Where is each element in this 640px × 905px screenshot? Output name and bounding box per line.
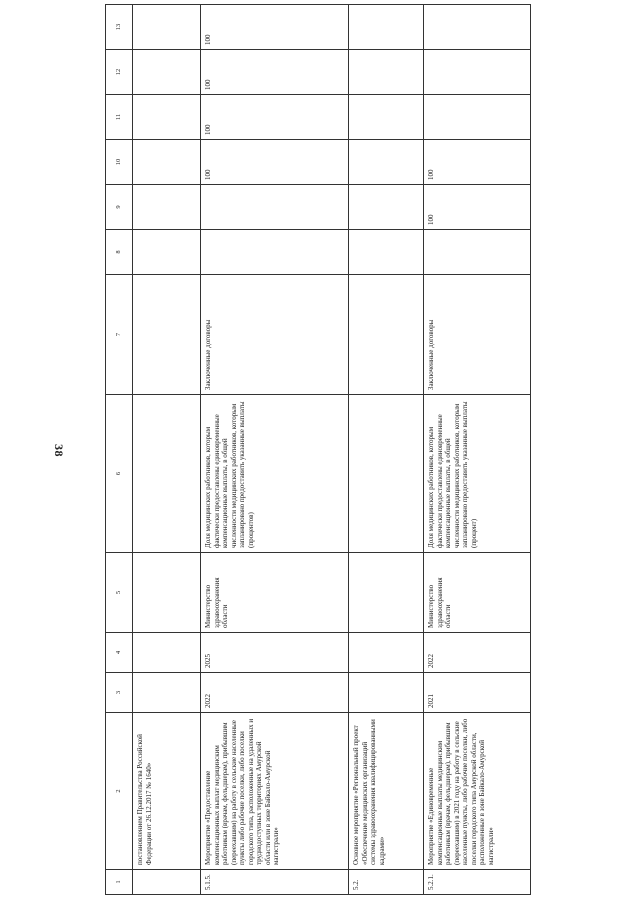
column-header: 4 xyxy=(106,633,133,673)
measure-name: Основное мероприятие «Региональный проект «Обеспечение медицинских организаций системы здравоохранения квалифицированными кадрами» xyxy=(349,713,424,870)
value-cell xyxy=(133,95,201,140)
responsible xyxy=(349,553,424,633)
row-number: 5.2.1. xyxy=(424,870,531,895)
value-cell: 100 xyxy=(424,140,531,185)
indicator xyxy=(133,395,201,553)
column-header: 9 xyxy=(106,185,133,230)
row-number: 5.1.5. xyxy=(201,870,349,895)
value-cell xyxy=(349,140,424,185)
program-table xyxy=(105,4,531,895)
value-cell: 100 xyxy=(201,5,349,50)
column-header: 7 xyxy=(106,275,133,395)
result xyxy=(349,275,424,395)
value-cell xyxy=(424,230,531,275)
responsible: Министерство здравоохранения области xyxy=(201,553,349,633)
value-cell: 100 xyxy=(201,95,349,140)
row-number: 5.2. xyxy=(349,870,424,895)
value-cell xyxy=(133,5,201,50)
value-cell xyxy=(424,5,531,50)
responsible: Министерство здравоохранения области xyxy=(424,553,531,633)
value-cell: 100 xyxy=(201,140,349,185)
value-cell: 100 xyxy=(424,185,531,230)
page-number: 38 xyxy=(52,444,66,457)
end-year xyxy=(349,633,424,673)
start-year: 2022 xyxy=(201,673,349,713)
result xyxy=(133,275,201,395)
column-header: 8 xyxy=(106,230,133,275)
indicator: Доля медицинских работников, которым фактически предоставлены единовременные компенсационные выплаты, в общей численности медицинских работников, которым запланировано предоставить указанные выплаты (процент) xyxy=(424,395,531,553)
column-header: 13 xyxy=(106,5,133,50)
result: Заключенные договоры xyxy=(424,275,531,395)
column-header: 12 xyxy=(106,50,133,95)
indicator: Доля медицинских работников, которым фактически предоставлены единовременные компенсационные выплаты, в общей численности медицинских работников, которым запланировано предоставить указанные выплаты (процентов) xyxy=(201,395,349,553)
end-year: 2022 xyxy=(424,633,531,673)
start-year xyxy=(133,673,201,713)
value-cell xyxy=(201,185,349,230)
result: Заключенные договоры xyxy=(201,275,349,395)
table-rotated-container xyxy=(105,23,530,895)
start-year: 2021 xyxy=(424,673,531,713)
value-cell xyxy=(133,230,201,275)
value-cell xyxy=(133,185,201,230)
value-cell xyxy=(349,185,424,230)
column-header: 10 xyxy=(106,140,133,185)
end-year xyxy=(133,633,201,673)
value-cell xyxy=(424,95,531,140)
column-header: 1 xyxy=(106,870,133,895)
table-row xyxy=(349,5,424,895)
column-header: 11 xyxy=(106,95,133,140)
table-row xyxy=(424,5,531,895)
measure-name: постановлением Правительства Российской Федерации от 26.12.2017 № 1640» xyxy=(133,713,201,870)
responsible xyxy=(133,553,201,633)
value-cell xyxy=(349,5,424,50)
column-header: 6 xyxy=(106,395,133,553)
column-header: 5 xyxy=(106,553,133,633)
value-cell xyxy=(133,140,201,185)
measure-name: Мероприятие «Предоставление компенсационных выплат медицинским работникам (врачам, фельдшерам), прибывшим (переехавшим) на работу в сельские населенные пункты либо рабочие поселки, либо поселки городского типа, расположенные на удаленных и труднодоступных территориях Амурской области или в зоне Байкало-Амурской магистрали» xyxy=(201,713,349,870)
row-number xyxy=(133,870,201,895)
end-year: 2025 xyxy=(201,633,349,673)
table-row xyxy=(201,5,349,895)
value-cell xyxy=(349,95,424,140)
column-header: 3 xyxy=(106,673,133,713)
measure-name: Мероприятие «Единовременные компенсационные выплаты медицинским работникам (врачам, фельдшерам), прибывшим (переехавшим) в 2021 году на работу в сельские населенные пункты, либо рабочие поселки, либо поселки городского типа Амурской области, расположенные в зоне Байкало-Амурской магистрали» xyxy=(424,713,531,870)
value-cell xyxy=(424,50,531,95)
value-cell: 100 xyxy=(201,50,349,95)
value-cell xyxy=(349,50,424,95)
value-cell xyxy=(201,230,349,275)
value-cell xyxy=(133,50,201,95)
header-row xyxy=(106,5,133,895)
table-row xyxy=(133,5,201,895)
column-header: 2 xyxy=(106,713,133,870)
indicator xyxy=(349,395,424,553)
value-cell xyxy=(349,230,424,275)
start-year xyxy=(349,673,424,713)
